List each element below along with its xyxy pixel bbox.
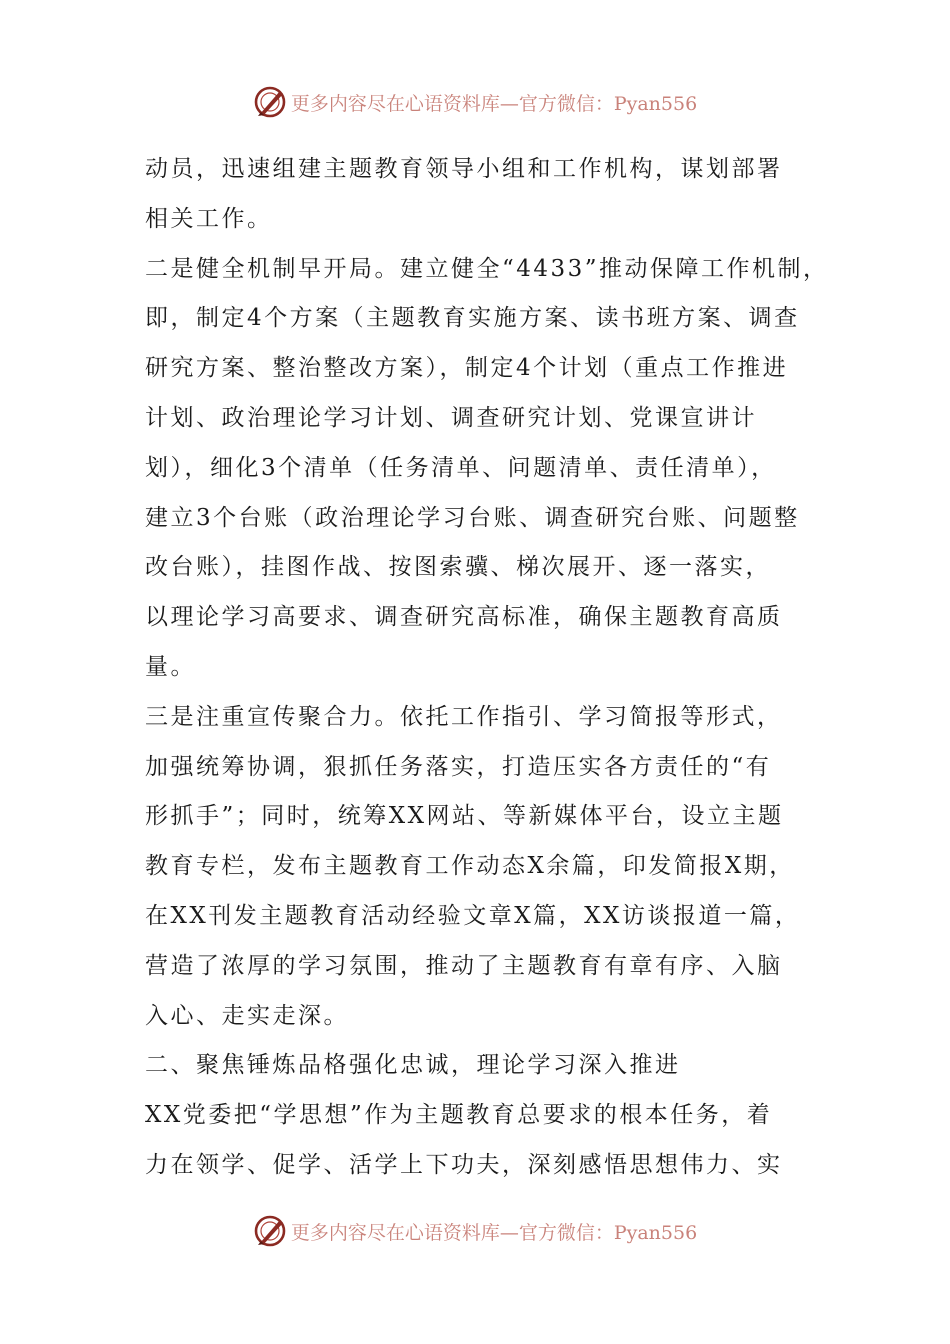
text-line: 相关工作。 xyxy=(145,205,273,232)
text-line: 划），细化3个清单（任务清单、问题清单、责任清单）， xyxy=(145,454,777,481)
section-heading: 二、聚焦锤炼品格强化忠诚，理论学习深入推进 xyxy=(145,1052,681,1079)
text-line: 入心、走实走深。 xyxy=(145,1002,349,1029)
text-line: 在XX刊发主题教育活动经验文章X篇，XX访谈报道一篇， xyxy=(145,902,801,929)
text-line: 研究方案、整治整改方案），制定4个计划（重点工作推进 xyxy=(145,355,789,382)
text-line: 以理论学习高要求、调查研究高标准，确保主题教育高质 xyxy=(145,604,783,631)
text-line: 三是注重宣传聚合力。依托工作指引、学习简报等形式， xyxy=(145,703,783,730)
text-line: 建立3个台账（政治理论学习台账、调查研究台账、问题整 xyxy=(145,504,800,531)
text-line: XX党委把“学思想”作为主题教育总要求的根本任务，着 xyxy=(145,1102,773,1129)
text-line: 改台账），挂图作战、按图索骥、梯次展开、逐一落实， xyxy=(145,554,771,581)
text-line: 量。 xyxy=(145,653,196,680)
header-watermark xyxy=(0,82,950,122)
pen-logo-icon xyxy=(253,1214,287,1248)
text-line: 力在领学、促学、活学上下功夫，深刻感悟思想伟力、实 xyxy=(145,1151,783,1178)
text-line: 即，制定4个方案（主题教育实施方案、读书班方案、调查 xyxy=(145,305,800,332)
pen-logo-icon xyxy=(253,85,287,119)
text-line: 营造了浓厚的学习氛围，推动了主题教育有章有序、入脑 xyxy=(145,952,783,979)
footer-watermark xyxy=(0,1211,950,1251)
watermark-text: 更多内容尽在心语资料库—官方微信：Pyan556 xyxy=(290,92,698,115)
text-line: 动员，迅速组建主题教育领导小组和工作机构，谋划部署 xyxy=(145,156,783,182)
watermark-text: 更多内容尽在心语资料库—官方微信：Pyan556 xyxy=(290,1221,698,1244)
text-line: 教育专栏，发布主题教育工作动态X余篇，印发简报X期， xyxy=(145,853,795,880)
text-line: 形抓手”；同时，统筹XX网站、等新媒体平台，设立主题 xyxy=(145,803,784,830)
text-line: 加强统筹协调，狠抓任务落实，打造压实各方责任的“有 xyxy=(145,753,772,780)
text-line: 计划、政治理论学习计划、调查研究计划、党课宣讲计 xyxy=(145,404,757,431)
text-line: 二是健全机制早开局。建立健全“4433”推动保障工作机制， xyxy=(145,255,829,282)
document-body xyxy=(145,145,829,1191)
